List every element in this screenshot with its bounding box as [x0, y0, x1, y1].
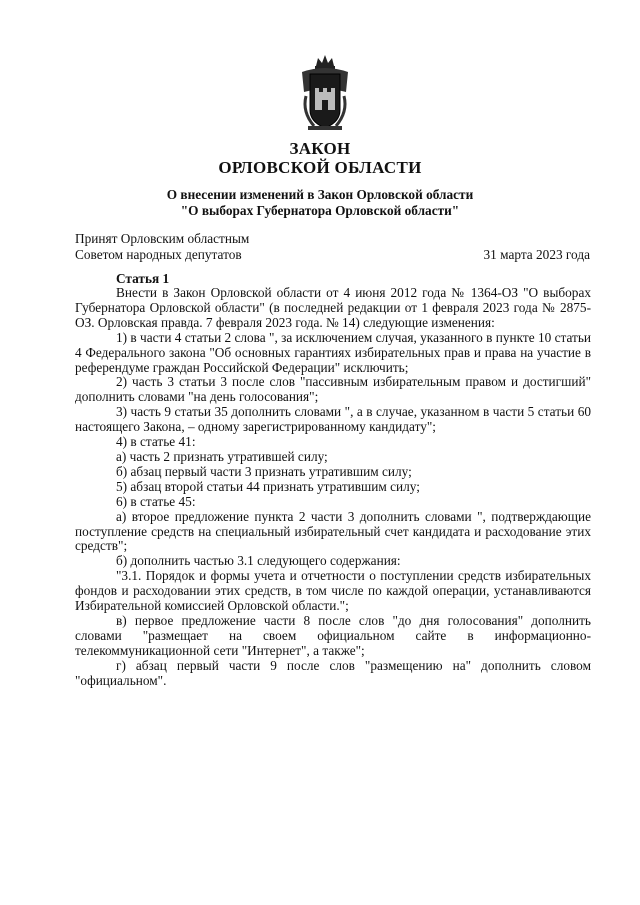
paragraph: 5) абзац второй статьи 44 признать утратившим силу;	[116, 478, 420, 494]
paragraph: г) абзац первый части 9 после слов "размещению на" дополнить словом "официальном".	[75, 657, 591, 688]
region-title: ОРЛОВСКОЙ ОБЛАСТИ	[218, 158, 422, 177]
article-heading: Статья 1	[116, 271, 170, 286]
paragraph: б) абзац первый части 3 признать утратившим силу;	[116, 463, 412, 479]
coat-of-arms-icon	[296, 52, 354, 134]
adopted-by-line2: Советом народных депутатов	[75, 247, 242, 262]
paragraph: а) второе предложение пункта 2 части 3 дополнить словами ", подтверждающие поступление средств на специальный избирательный счет кандидата и расходование этих средств";	[75, 508, 591, 554]
paragraph: "3.1. Порядок и формы учета и отчетности о поступлении средств избирательных фондов и расходовании этих средств, в том числе по каждой операции, устанавливаются Избирательной комиссией Орловской области.";	[75, 568, 591, 614]
paragraph: б) дополнить частью 3.1 следующего содержания:	[116, 553, 401, 569]
paragraph: 2) часть 3 статьи 3 после слов "пассивным избирательным правом и достигший" дополнить словами "на день голосования";	[75, 374, 591, 405]
paragraph: а) часть 2 признать утратившей силу;	[116, 448, 328, 464]
law-subject-line1: О внесении изменений в Закон Орловской области	[166, 187, 474, 202]
paragraph: 6) в статье 45:	[116, 493, 196, 509]
law-title: ЗАКОН	[289, 139, 351, 158]
paragraph: 4) в статье 41:	[116, 434, 196, 450]
paragraph: Внести в Закон Орловской области от 4 июня 2012 года № 1364-ОЗ "О выборах Губернатора Орловской области" (в последней редакции от 1 февраля 2023 года № 2875-ОЗ. Орловская правда. 7 февраля 2023 года. № 14) следующие изменения:	[75, 285, 591, 330]
article-body	[75, 286, 591, 688]
paragraph: 1) в части 4 статьи 2 слова ", за исключением случая, указанного в пункте 10 статьи 4 Федерального закона "Об основных гарантиях избирательных прав и права на участие в референдуме граждан Российской Федерации" исключить;	[75, 329, 591, 375]
paragraph: в) первое предложение части 8 после слов "до дня голосования" дополнить словами "размещает на своем официальном сайте в информационно-телекоммуникационной сети "Интернет", а также";	[75, 612, 591, 658]
adoption-date: 31 марта 2023 года	[483, 247, 590, 262]
law-subject-line2: "О выборах Губернатора Орловской области"	[180, 203, 460, 218]
paragraph: 3) часть 9 статьи 35 дополнить словами ", а в случае, указанном в части 5 статьи 60 настоящего Закона, – одному зарегистрированному кандидату";	[75, 404, 591, 435]
adopted-by-line1: Принят Орловским областным	[75, 231, 250, 246]
